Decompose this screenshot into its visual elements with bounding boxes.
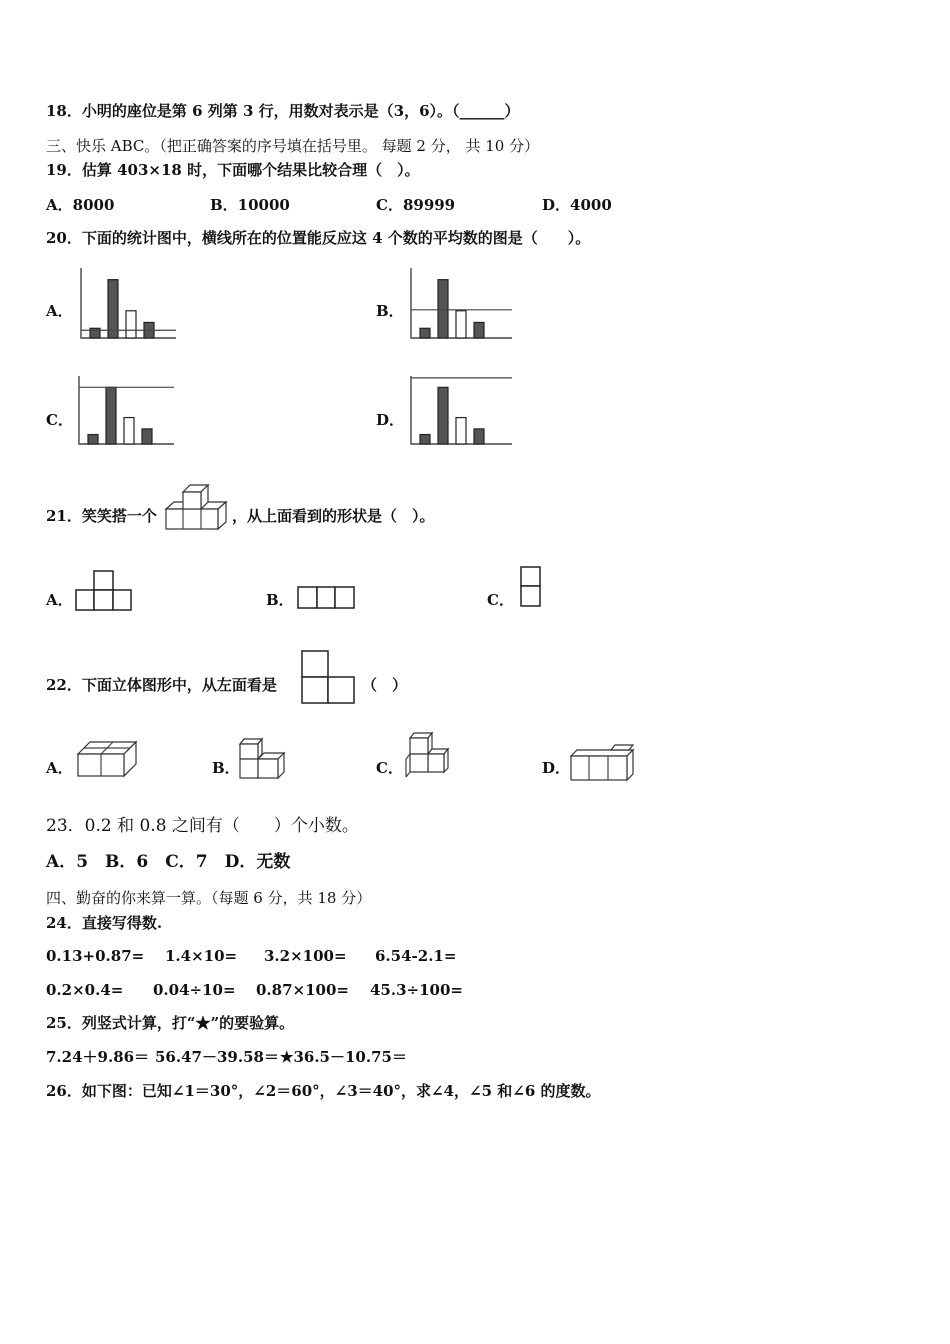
- chart-bar-4: [474, 429, 484, 444]
- q22-option-a: A．: [46, 759, 73, 777]
- chart-bar-4: [474, 322, 484, 338]
- q24-item-3: 3.2×100=: [264, 947, 347, 965]
- question-26: 26．如下图：已知∠1＝30°，∠2＝60°，∠3＝40°，求∠4，∠5 和∠6 的度数。: [46, 1082, 601, 1100]
- chart-bar-3: [126, 311, 136, 338]
- chart-bar-2: [108, 280, 118, 338]
- q24-item-7: 0.87×100=: [256, 981, 349, 999]
- q22-option-d: D．: [542, 759, 571, 777]
- q22-option-b: B．: [212, 759, 240, 777]
- chart-bar-4: [142, 429, 152, 444]
- question-18: 18．小明的座位是第 6 列第 3 行，用数对表示是（3，6）。（______）: [46, 102, 520, 120]
- q19-option-b: B．10000: [210, 196, 290, 214]
- chart-bar-3: [124, 418, 134, 444]
- q21-option-a-shape: [75, 570, 133, 612]
- q20-label-c: C．: [46, 411, 73, 429]
- question-19: 19．估算 403×18 时，下面哪个结果比较合理（ ）。: [46, 161, 420, 179]
- chart-bar-1: [420, 435, 430, 444]
- q24-item-1: 0.13+0.87=: [46, 947, 145, 965]
- q24-item-8: 45.3÷100=: [370, 981, 463, 999]
- question-23: 23．0.2 和 0.8 之间有（ ）个小数。: [46, 816, 359, 836]
- chart-bar-2: [106, 387, 116, 444]
- q20-chart-c: [76, 374, 176, 448]
- section-4-title: 四、勤奋的你来算一算。（每题 6 分，共 18 分）: [46, 889, 372, 907]
- q22-left-view-shape: [301, 650, 357, 706]
- q22-option-b-figure: [238, 736, 290, 780]
- q21-option-b-shape: [297, 586, 357, 610]
- q20-chart-b: [408, 266, 514, 342]
- question-22-suffix: （ ）: [362, 676, 408, 694]
- q19-option-c: C．89999: [376, 196, 456, 214]
- q25-item-3: ★36.5－10.75＝: [280, 1048, 407, 1066]
- chart-bar-2: [438, 280, 448, 338]
- q21-option-c-shape: [519, 566, 543, 608]
- question-25: 25．列竖式计算，打“★”的要验算。: [46, 1014, 295, 1032]
- q22-option-a-figure: [76, 738, 140, 780]
- q22-option-c: C．: [376, 759, 403, 777]
- chart-bar-3: [456, 311, 466, 338]
- q25-item-1: 7.24＋9.86＝: [46, 1048, 150, 1066]
- q19-option-d: D．4000: [542, 196, 612, 214]
- chart-bar-1: [88, 435, 98, 444]
- q20-chart-d: [408, 374, 514, 448]
- q24-item-2: 1.4×10=: [165, 947, 238, 965]
- q24-item-6: 0.04÷10=: [153, 981, 236, 999]
- question-21-prefix: 21．笑笑搭一个: [46, 507, 157, 525]
- q20-chart-a: [78, 266, 178, 342]
- q21-stacked-cubes-figure: [164, 482, 230, 530]
- q20-label-a: A．: [46, 302, 73, 320]
- q21-option-b: B．: [266, 591, 294, 609]
- q20-label-d: D．: [376, 411, 405, 429]
- question-22-prefix: 22．下面立体图形中，从左面看是: [46, 676, 277, 694]
- question-21-suffix: ，从上面看到的形状是（ ）。: [232, 507, 435, 525]
- q23-options: A．5 B．6 C．7 D．无数: [46, 852, 291, 872]
- q25-item-2: 56.47－39.58＝: [155, 1048, 279, 1066]
- q22-option-d-figure: [569, 744, 639, 784]
- chart-bar-2: [438, 387, 448, 444]
- q19-option-a: A．8000: [46, 196, 115, 214]
- q24-item-4: 6.54-2.1=: [375, 947, 457, 965]
- q21-option-c: C．: [487, 591, 514, 609]
- q20-label-b: B．: [376, 302, 404, 320]
- q21-option-a: A．: [46, 591, 73, 609]
- section-3-title: 三、快乐 ABC。（把正确答案的序号填在括号里。 每题 2 分， 共 10 分）: [46, 137, 540, 155]
- chart-bar-3: [456, 418, 466, 444]
- q24-item-5: 0.2×0.4=: [46, 981, 124, 999]
- q22-option-c-figure: [405, 732, 453, 780]
- question-24: 24．直接写得数.: [46, 914, 163, 932]
- chart-bar-1: [420, 328, 430, 338]
- question-20: 20．下面的统计图中，横线所在的位置能反应这 4 个数的平均数的图是（ ）。: [46, 229, 591, 247]
